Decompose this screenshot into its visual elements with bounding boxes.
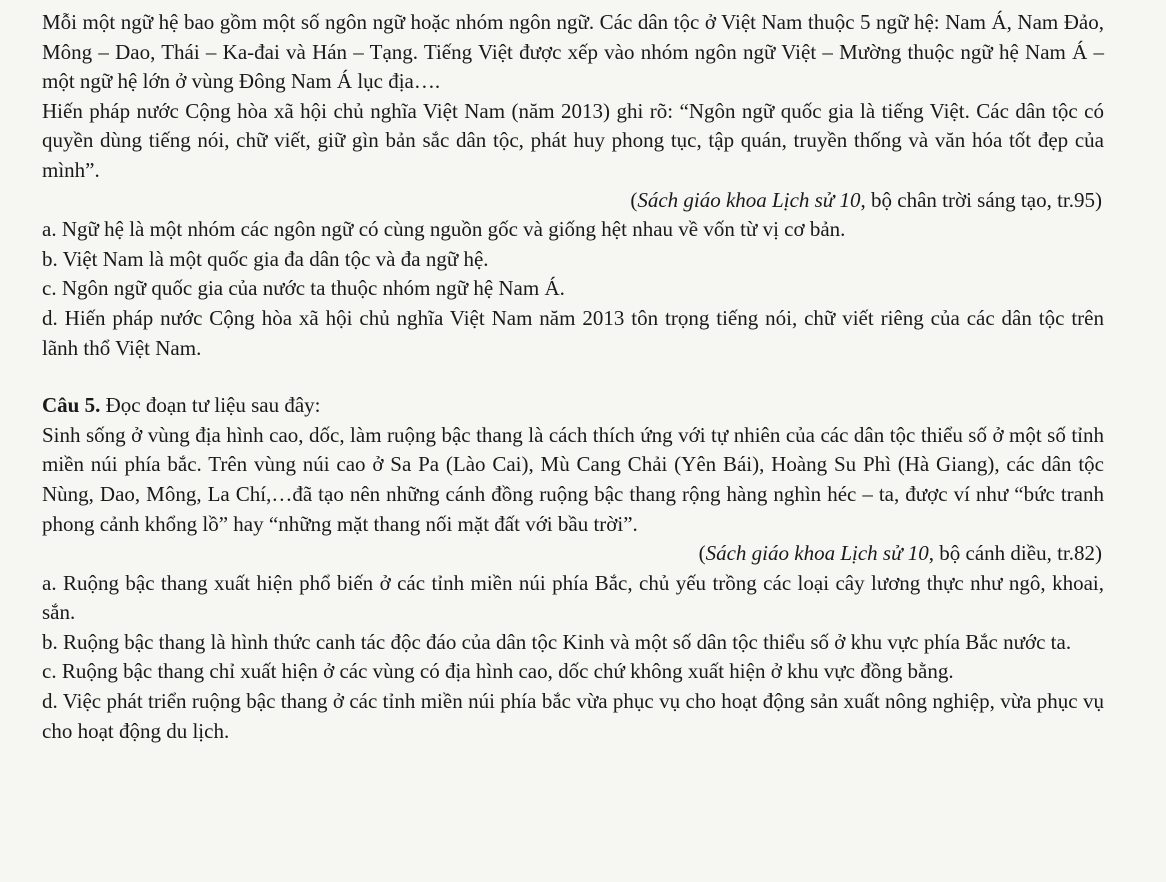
source-citation: (Sách giáo khoa Lịch sử 10, bộ cánh diều, tr.82) [698, 541, 1102, 566]
section-spacer [42, 363, 1104, 391]
book-title: Sách giáo khoa Lịch sử 10 [705, 541, 929, 566]
answer-option-a: a. Ruộng bậc thang xuất hiện phổ biến ở các tỉnh miền núi phía Bắc, chủ yếu trồng các loại cây lương thực như ngô, khoai, sắn. [42, 570, 1104, 625]
passage-paragraph: Sinh sống ở vùng địa hình cao, dốc, làm ruộng bậc thang là cách thích ứng với tự nhiên của các dân tộc thiểu số ở một số tỉnh miền núi phía bắc. Trên vùng núi cao ở Sa Pa (Lào Cai), Mù Cang Chải (Yên Bái), Hoàng Su Phì (Hà Giang), các dân tộc Nùng, Dao, Mông, La Chí,…đã tạo nên những cánh đồng ruộng bậc thang rộng hàng nghìn héc – ta, được ví như “bức tranh phong cảnh khổng lồ” hay “những mặt thang nối mặt đất với bầu trời”. [42, 422, 1104, 536]
question-number: Câu 5. [42, 393, 101, 418]
question-heading [42, 391, 1104, 421]
book-title: Sách giáo khoa Lịch sử 10 [637, 187, 861, 212]
answer-option-a: a. Ngữ hệ là một nhóm các ngôn ngữ có cùng nguồn gốc và giống hệt nhau về vốn từ vị cơ bản. [42, 217, 846, 242]
answer-option-b: b. Việt Nam là một quốc gia đa dân tộc và đa ngữ hệ. [42, 246, 489, 271]
answer-option-d: d. Việc phát triển ruộng bậc thang ở các tỉnh miền núi phía bắc vừa phục vụ cho hoạt động sản xuất nông nghiệp, vừa phục vụ cho hoạt động du lịch. [42, 689, 1104, 743]
answer-option-c: c. Ruộng bậc thang chỉ xuất hiện ở các vùng có địa hình cao, dốc chứ không xuất hiện ở khu vực đồng bằng. [42, 659, 954, 684]
source-citation: (Sách giáo khoa Lịch sử 10, bộ chân trời sáng tạo, tr.95) [630, 187, 1102, 212]
passage-paragraph: Hiến pháp nước Cộng hòa xã hội chủ nghĩa Việt Nam (năm 2013) ghi rõ: “Ngôn ngữ quốc gia là tiếng Việt. Các dân tộc có quyền dùng tiếng nói, chữ viết, giữ gìn bản sắc dân tộc, phát huy phong tục, tập quán, truyền thống và văn hóa tốt đẹp của mình”. [42, 98, 1104, 182]
question-prompt: Đọc đoạn tư liệu sau đây: [100, 393, 321, 418]
answer-option-d: d. Hiến pháp nước Cộng hòa xã hội chủ nghĩa Việt Nam năm 2013 tôn trọng tiếng nói, chữ viết riêng của các dân tộc trên lãnh thổ Việt Nam. [42, 305, 1104, 360]
passage-paragraph: Mỗi một ngữ hệ bao gồm một số ngôn ngữ hoặc nhóm ngôn ngữ. Các dân tộc ở Việt Nam thuộc 5 ngữ hệ: Nam Á, Nam Đảo, Mông – Dao, Thái – Ka-đai và Hán – Tạng. Tiếng Việt được xếp vào nhóm ngôn ngữ Việt – Mường thuộc ngữ hệ Nam Á – một ngữ hệ lớn ở vùng Đông Nam Á lục địa…. [42, 10, 1104, 94]
answer-option-b: b. Ruộng bậc thang là hình thức canh tác độc đáo của dân tộc Kinh và một số dân tộc thiểu số ở khu vực phía Bắc nước ta. [42, 629, 1072, 654]
answer-option-c: c. Ngôn ngữ quốc gia của nước ta thuộc nhóm ngữ hệ Nam Á. [42, 276, 565, 301]
